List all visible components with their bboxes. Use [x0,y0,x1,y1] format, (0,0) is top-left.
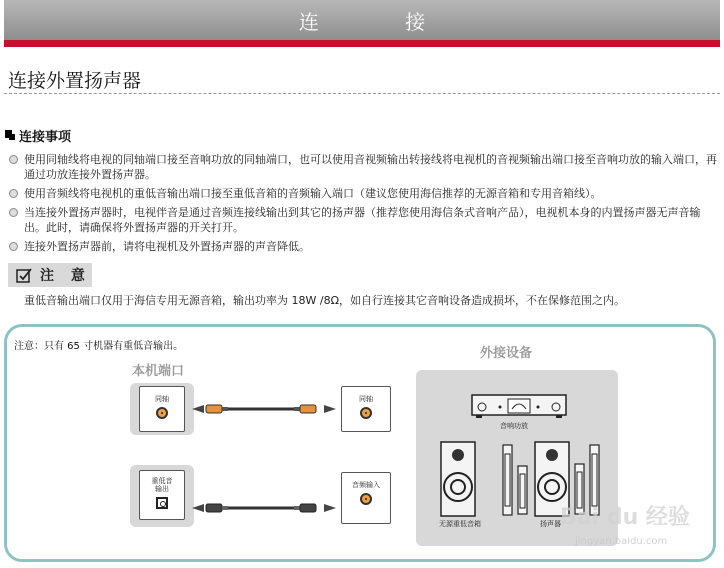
port-label: 同轴 [359,395,373,403]
external-devices-title: 外接设备 [480,346,533,361]
port-label: 重低音 输出 [151,477,173,493]
device-ports-title: 本机端口 [132,364,185,379]
tv-coax-port [139,386,185,432]
bullet-item: 使用同轴线将电视的同轴端口接至音响功放的同轴端口，也可以使用音视频输出转接线将电视机的音视频输出端口接至音响功放的输入端口，再通过功放连接外置扬声器。 [8,152,720,182]
note-tab [8,263,92,287]
bullet-item: 使用音频线将电视机的重低音输出端口接至重低音箱的音频输入端口（建议您使用海信推荐的无源音箱和专用音箱线）。 [8,186,720,201]
header-accent-stripe [4,40,720,47]
coax-cable-icon [190,400,340,430]
rca-jack-icon [156,407,168,419]
arrow-right-icon [324,504,336,512]
tower-speaker-icon [502,444,530,516]
subwoofer-icon [440,441,476,517]
diagram-note: 注意：只有 65 寸机器有重低音输出。 [14,341,184,352]
note-text: 重低音输出端口仅用于海信专用无源音箱，输出功率为 18W /8Ω，如自行连接其它音响设备造成损坏，不在保修范围之内。 [24,294,625,307]
ext-coax-port [341,386,391,432]
header-bar [4,0,720,40]
section-heading: 连接事项 [19,130,72,145]
arrow-left-icon [192,405,204,413]
header-title: 连 接 [298,9,466,34]
arrow-left-icon [192,504,204,512]
checkbox-pen-icon [16,267,32,283]
bullet-item: 当连接外置扬声器时，电视伴音是通过音频连接线输出到其它的扬声器（推荐您使用海信条式音响产品），电视机本身的内置扬声器无声音输出。此时，请确保将外置扬声器的开关打开。 [8,205,720,235]
watermark-logo: Bai du 经验 [560,505,690,530]
amp-label: 音响功放 [500,422,528,430]
audio-cable-icon [190,499,340,529]
title-divider [4,93,720,94]
section-marker-icon [5,130,12,138]
port-label: 音频输入 [352,481,380,489]
watermark-url: jingyan.baidu.com [575,536,668,547]
rca-jack-icon [360,407,372,419]
bullet-item: 连接外置扬声器前，请将电视机及外置扬声器的声音降低。 [8,239,720,254]
note-label: 注 意 [40,268,91,284]
square-jack-icon [156,497,168,509]
rca-jack-icon [360,493,372,505]
bullet-list [8,152,720,258]
port-label: 同轴 [155,395,169,403]
subwoofer-label: 无源重低音箱 [439,520,481,528]
tv-sub-port [139,470,185,520]
amplifier-icon [470,393,568,419]
arrow-right-icon [324,405,336,413]
ext-audio-in-port [341,472,391,524]
page-title: 连接外置扬声器 [8,70,142,92]
speakers-label: 扬声器 [540,520,561,528]
